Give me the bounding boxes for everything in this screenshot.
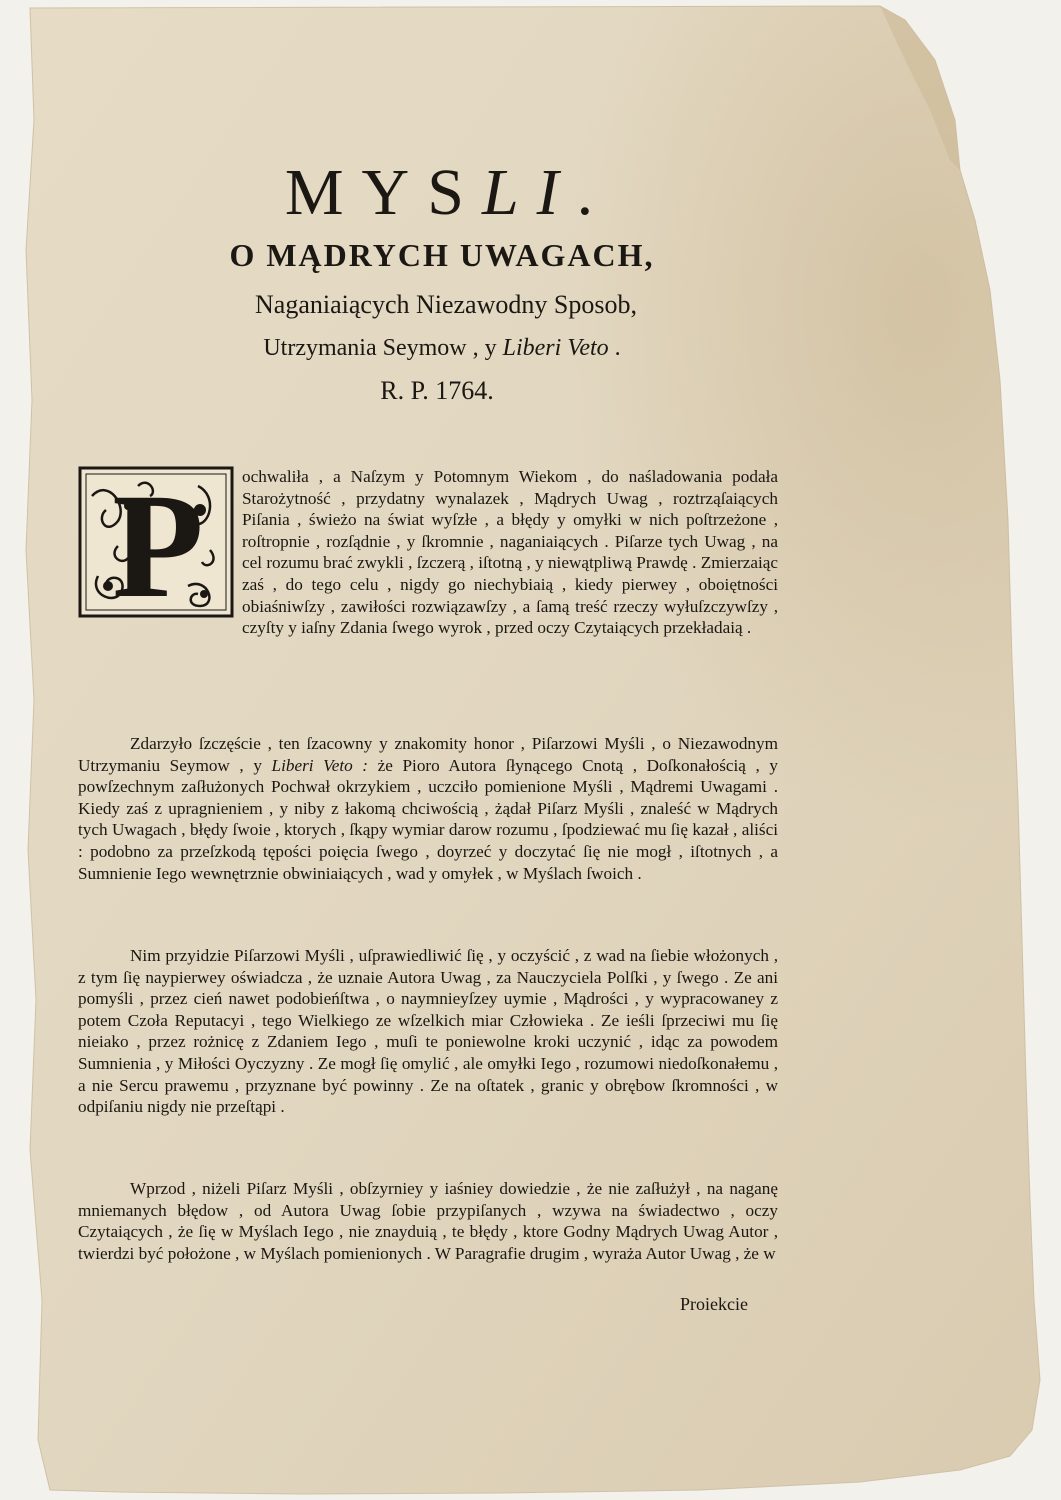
title-block xyxy=(78,155,778,407)
title-word-c: . xyxy=(576,156,612,229)
subtitle-line-3-b: Liberi Veto xyxy=(502,335,609,361)
paragraph-2-b: Liberi Veto : xyxy=(271,755,369,775)
paragraph-2-a: Zdarzyło ſzczęście , ten ſzacowny y znakomity honor , Piſarzowi Myśli , o Niezawodnym Utrzymaniu Seymow , y xyxy=(78,734,778,775)
title-word-b: LI xyxy=(481,156,577,229)
paragraph-1 xyxy=(78,466,778,639)
paragraph-4-text: Wprzod , niżeli Piſarz Myśli , obſzyrniey y iaśniey dowiedzie , że nie zaſłużył , na naganę mniemanych błędow , od Autora Uwag ſobie przypiſanych , wzywa na świadectwo , oczy Czytaiących , że ſię w Myślach Iego , nie znayduią , te błędy , ktore Godny Mądrych Uwag Autor , twierdzi być położone , w Myślach pomienionych . W Paragrafie drugim , wyraża Autor Uwag , że w xyxy=(78,1179,778,1263)
paragraph-2 xyxy=(78,733,778,884)
subtitle-line-1: O MĄDRYCH UWAGACH, xyxy=(229,237,655,273)
subtitle-line-2: Naganiaiących Niezawodny Sposob, xyxy=(255,290,637,319)
decorated-initial xyxy=(78,466,234,618)
paragraph-2-text xyxy=(78,733,778,884)
subtitle-line-3-c: . xyxy=(608,335,621,361)
paragraph-3-text: Nim przyidzie Piſarzowi Myśli , uſprawiedliwić ſię , y oczyścić , z wad na ſiebie włożonych , z tym ſię naypierwey oświadcza , że uznaie Autora Uwag , za Nauczyciela Polſki , y ſwego . Ze ani pomyśli , przez cień nawet podobieńſtwa , o naymnieyſzey uymie , Mądrości , y wypracowaney z potem Czoła Reputacyi , tego Wielkiego ze wſzelkich miar Człowieka . Ze ieśli ſprzeciwi mu ſię nieiako , przez rożnicę z Zdaniem Iego , muſi te poniewolne kroki uczynić , idąc za powodem Sumnienia , y Miłości Oyczyzny . Ze mogł ſię omylić , ale omyłki Iego , rozumowi niedoſkonałemu , a nie Sercu prawemu , przyznane być powinny . Ze na oſtatek , granic y obrębow ſkromności , w odpiſaniu nigdy nie przeſtąpi . xyxy=(78,946,778,1117)
paragraph-2-c: że Pioro Autora ſłynącego Cnotą , Doſkonałością , y powſzechnym zaſłużonych Pochwał okrzykiem , uczciło pomienione Myśli , Mądremi Uwagami . Kiedy zaś z upragnieniem , y niby z łakomą chciwością , żądał Piſarz Myśli , znaleść w Mądrych tych Uwagach , błędy ſwoie , ktorych , ſkąpy wymiar darow rozumu , ſpodziewać mu ſię kazał , aliści : podobno za przeſzkodą tępości poięcia ſwego , doyrzeć y doczytać ſię nie mogł , iſtotnych , a Sumnienie Iego wewnętrznie obwiniaiących , wad y omyłek , w Myślach ſwoich . xyxy=(78,755,778,883)
catchword: Proiekcie xyxy=(680,1294,748,1314)
paragraph-4 xyxy=(78,1178,778,1264)
main-title xyxy=(78,155,778,231)
paragraph-1-text: ochwaliła , a Naſzym y Potomnym Wiekom , do naśladowania podała Starożytność , przydatny wynalazek , Mądrych Uwag , roztrząſaiących Piſania , świeżo na świat wyſzłe , a błędy y omyłki w nich poſtrzeżone , roſtropnie , rozſądnie , y ſkromnie , naganiaiących . Piſarze tych Uwag , na cel rozumu brać zwykli , ſzczerą , iſtotną , y niewątpliwą Prawdę . Zmierzaiąc zaś , do tego celu , nigdy go niechybiaią , kiedy pierwey , oboiętności obiaśniwſzy , zawiłości rozwiązawſzy , a ſamą treść rzeczy wyłuſzczywſzy , czyſty y iaſny Zdania ſwego wyrok , przed oczy Czytaiących przekładaią . xyxy=(242,467,778,638)
drop-cap-letter: P xyxy=(112,466,204,618)
drop-cap-ornament-icon xyxy=(78,466,234,618)
subtitle-line-3 xyxy=(78,333,778,363)
subtitle-line-3-a: Utrzymania Seymow , y xyxy=(263,335,503,361)
title-word-a: MYS xyxy=(284,156,482,229)
subtitle-year: R. P. 1764. xyxy=(380,376,494,405)
paragraph-3 xyxy=(78,945,778,1118)
